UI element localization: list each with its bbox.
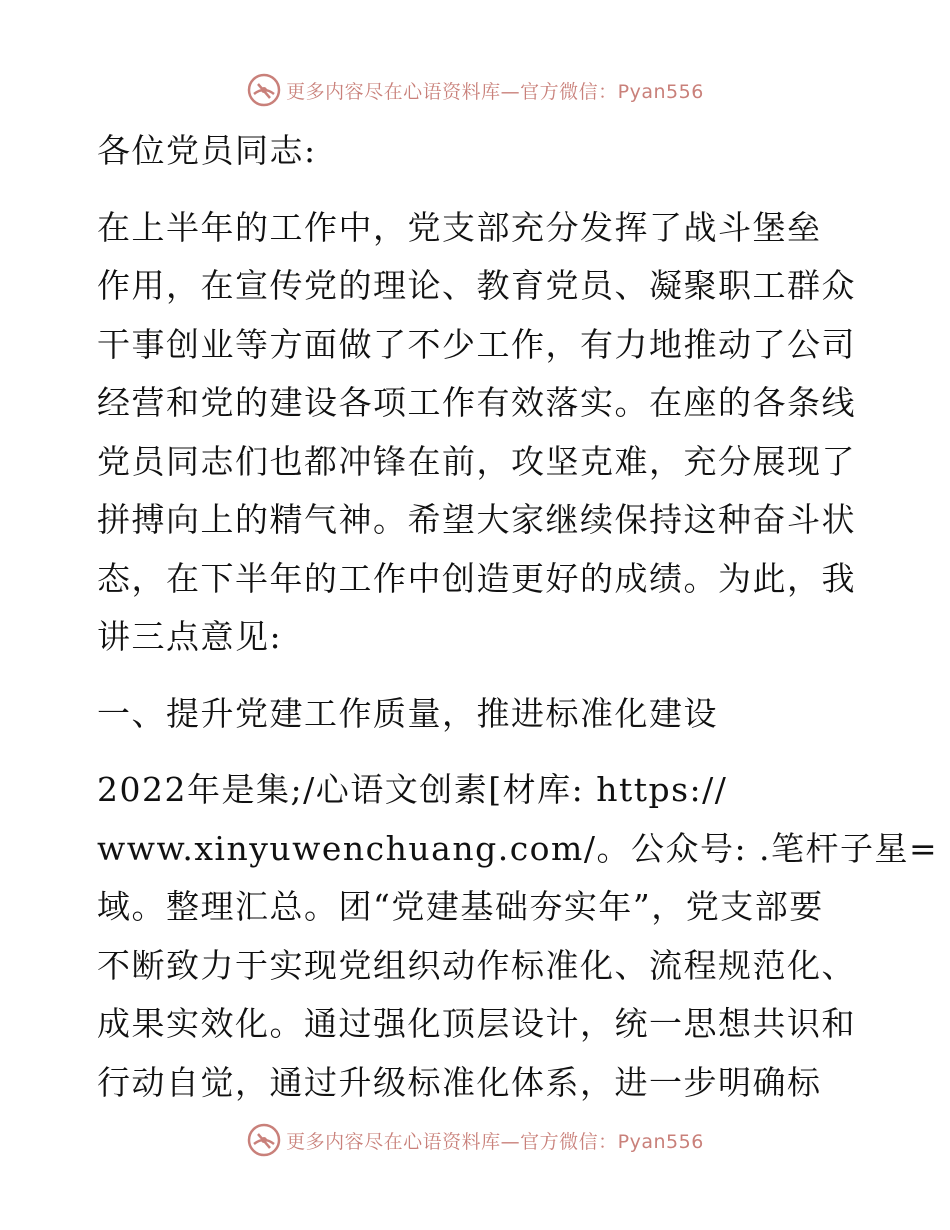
watermark-text: 更多内容尽在心语资料库—官方微信：Pyan556	[286, 1130, 704, 1153]
section-heading: 一、提升党建工作质量，推进标准化建设	[97, 693, 718, 733]
paragraph-line: 成果实效化。通过强化顶层设计，统一思想共识和	[97, 1004, 856, 1043]
paragraph-line: 不断致力于实现党组织动作标准化、流程规范化、	[97, 945, 856, 985]
watermark-footer	[0, 1120, 950, 1160]
paragraph-line: 干事创业等方面做了不少工作，有力地推动了公司	[97, 324, 856, 364]
paragraph-line: 2022年是集;/心语文创素[材库: https://	[97, 770, 728, 809]
paragraph-line: 在上半年的工作中，党支部充分发挥了战斗堡垒	[97, 207, 822, 247]
book-logo-icon	[246, 72, 282, 108]
paragraph-line: 经营和党的建设各项工作有效落实。在座的各条线	[97, 383, 856, 422]
paragraph-1	[97, 199, 857, 667]
document-body	[97, 122, 939, 1112]
paragraph-line: 拼搏向上的精气神。希望大家继续保持这种奋斗状	[97, 500, 856, 539]
greeting: 各位党员同志:	[97, 131, 317, 170]
paragraph-line: 党员同志们也都冲锋在前，攻坚克难，充分展现了	[97, 441, 856, 481]
paragraph-line: www.xinyuwenchuang.com/。公众号: .笔杆子星=	[97, 828, 939, 868]
watermark-text: 更多内容尽在心语资料库—官方微信：Pyan556	[286, 80, 704, 103]
book-logo-icon	[246, 1122, 282, 1158]
paragraph-line: 态，在下半年的工作中创造更好的成绩。为此，我	[97, 558, 856, 598]
paragraph-line: 行动自觉，通过升级标准化体系，进一步明确标	[97, 1062, 822, 1102]
paragraph-line: 讲三点意见:	[97, 617, 283, 656]
paragraph-line: 作用，在宣传党的理论、教育党员、凝聚职工群众	[97, 266, 856, 305]
watermark-header	[0, 70, 950, 110]
paragraph-line: 域。整理汇总。团“党建基础夯实年”，党支部要	[97, 887, 824, 926]
paragraph-2	[97, 761, 939, 1112]
